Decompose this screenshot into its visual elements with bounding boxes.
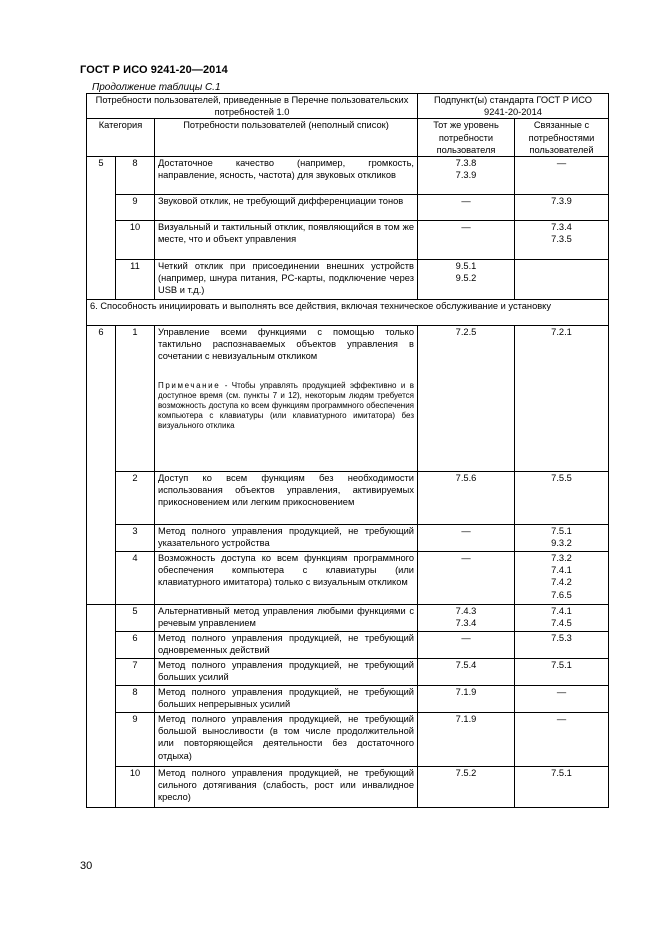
related-subclauses — [515, 221, 609, 260]
row-need-text — [155, 659, 418, 686]
need-description: Метод полного управления продукцией, не требующий больших усилий — [158, 660, 414, 683]
related-subclauses-value: 7.4.1 — [551, 565, 572, 576]
table-row — [87, 472, 609, 525]
header-needs-partial: Потребности пользователей (неполный список) — [155, 119, 418, 157]
related-subclauses-value: 7.3.2 — [551, 553, 572, 564]
header-related: Связанные с потребностями пользователей — [515, 119, 609, 157]
related-subclauses — [515, 767, 609, 808]
row-number: 9 — [116, 713, 155, 767]
category-empty-cell — [87, 260, 116, 300]
need-description: Звуковой отклик, не требующий дифференциации тонов — [158, 196, 404, 207]
related-subclauses — [515, 525, 609, 552]
row-need-text — [155, 686, 418, 713]
row-number: 11 — [116, 260, 155, 300]
same-level-subclauses-value: 7.1.9 — [455, 687, 477, 698]
related-subclauses — [515, 605, 609, 632]
category-number: 6 — [87, 326, 116, 605]
same-level-subclauses-value: 7.5.6 — [455, 473, 477, 484]
same-level-subclauses — [418, 659, 515, 686]
category-number: 5 — [87, 157, 116, 195]
related-subclauses — [515, 195, 609, 221]
related-subclauses — [515, 157, 609, 195]
row-need-text — [155, 632, 418, 659]
row-need-text — [155, 525, 418, 552]
category-empty-cell — [87, 221, 116, 260]
row-number: 4 — [116, 552, 155, 605]
related-subclauses — [515, 326, 609, 472]
related-subclauses — [515, 686, 609, 713]
related-subclauses-value: 7.5.1 — [551, 768, 572, 779]
row-number: 2 — [116, 472, 155, 525]
same-level-subclauses-value: 9.5.1 — [455, 261, 477, 272]
need-description: Альтернативный метод управления любыми функциями с речевым управлением — [158, 606, 414, 629]
same-level-subclauses-value: 7.5.2 — [455, 768, 477, 779]
row-note — [158, 381, 414, 432]
same-level-subclauses — [418, 605, 515, 632]
need-description: Метод полного управления продукцией, не требующий большой выносливости (в том числе продолжительной или повторяющейся деятельности без достаточного отдыха) — [158, 714, 414, 761]
table-header-row-2 — [87, 119, 609, 157]
table-row — [87, 632, 609, 659]
note-text: - Чтобы управлять продукцией эффективно и в доступное время (см. пункты 7 и 12), некоторым людям требуется возможность доступа ко всем функциям программного обеспечения компьютера с клавиатуры (или клавиатурного имитатора) без визуального отклика — [158, 380, 414, 431]
same-level-subclauses — [418, 713, 515, 767]
need-description: Метод полного управления продукцией, не требующий сильного дотягивания (слабость, рост или инвалидное кресло) — [158, 768, 414, 803]
related-subclauses-value: 9.3.2 — [551, 538, 572, 549]
related-subclauses-value: 7.5.1 — [551, 660, 572, 671]
related-subclauses-value: — — [556, 158, 567, 169]
related-subclauses-value: 7.3.9 — [551, 196, 572, 207]
need-description: Доступ ко всем функциям без необходимости использования объектов управления, активируемых прикосновением или легким прикосновением — [158, 473, 414, 508]
table-row — [87, 767, 609, 808]
same-level-subclauses-value: 7.3.9 — [455, 170, 477, 181]
row-number: 9 — [116, 195, 155, 221]
row-need-text — [155, 221, 418, 260]
row-need-text — [155, 472, 418, 525]
section-title: 6. Способность инициировать и выполнять все действия, включая техническое обслуживание и установку — [87, 300, 609, 326]
same-level-subclauses-value: 7.4.3 — [455, 606, 477, 617]
row-number: 3 — [116, 525, 155, 552]
header-subclause-group: Подпункт(ы) стандарта ГОСТ Р ИСО 9241-20-2014 — [418, 94, 609, 119]
table-row — [87, 195, 609, 221]
same-level-subclauses-value: 7.3.4 — [455, 618, 477, 629]
same-level-subclauses — [418, 260, 515, 300]
related-subclauses — [515, 472, 609, 525]
related-subclauses-value: 7.4.5 — [551, 618, 572, 629]
related-subclauses-value: 7.5.3 — [551, 633, 572, 644]
table-row — [87, 525, 609, 552]
section-title-row — [87, 300, 609, 326]
table-row — [87, 659, 609, 686]
same-level-subclauses — [418, 326, 515, 472]
row-number: 10 — [116, 767, 155, 808]
related-subclauses-value: 7.5.1 — [551, 526, 572, 537]
same-level-subclauses-value: 7.2.5 — [455, 327, 477, 338]
row-need-text — [155, 605, 418, 632]
related-subclauses — [515, 632, 609, 659]
same-level-subclauses-value: — — [461, 526, 471, 537]
need-description: Метод полного управления продукцией, не требующий указательного устройства — [158, 526, 414, 549]
same-level-subclauses-value: — — [461, 553, 471, 564]
same-level-subclauses-value: 7.1.9 — [455, 714, 477, 725]
same-level-subclauses-value: — — [461, 196, 471, 207]
table-continuation-caption: Продолжение таблицы С.1 — [92, 82, 221, 93]
need-description: Метод полного управления продукцией, не требующий больших непрерывных усилий — [158, 687, 414, 710]
need-description: Четкий отклик при присоединении внешних устройств (например, шнура питания, PC-карты, подключение через USB и т.д.) — [158, 261, 414, 296]
table-row — [87, 260, 609, 300]
need-description: Возможность доступа ко всем функциям программного обеспечения компьютера с клавиатуры (или клавиатурного имитатора) только с визуальным откликом — [158, 553, 414, 588]
category-empty-cell — [87, 195, 116, 221]
requirements-table — [86, 93, 609, 808]
need-description: Визуальный и тактильный отклик, появляющийся в том же месте, что и объект управления — [158, 222, 414, 245]
related-subclauses — [515, 659, 609, 686]
need-description: Управление всеми функциями с помощью только тактильно распознаваемых объектов управления в сочетании с невизуальным откликом — [158, 327, 414, 362]
row-number: 7 — [116, 659, 155, 686]
row-number: 1 — [116, 326, 155, 472]
related-subclauses-value: 7.3.5 — [551, 234, 572, 245]
same-level-subclauses — [418, 632, 515, 659]
related-subclauses-value: 7.2.1 — [551, 327, 572, 338]
same-level-subclauses-value: 7.3.8 — [455, 158, 477, 169]
same-level-subclauses — [418, 767, 515, 808]
related-subclauses-value: 7.6.5 — [551, 589, 572, 600]
same-level-subclauses — [418, 686, 515, 713]
related-subclauses-value: 7.4.2 — [551, 577, 572, 588]
same-level-subclauses — [418, 157, 515, 195]
row-number: 8 — [116, 157, 155, 195]
need-description: Метод полного управления продукцией, не требующий одновременных действий — [158, 633, 414, 656]
related-subclauses — [515, 552, 609, 605]
related-subclauses — [515, 260, 609, 300]
table-row — [87, 713, 609, 767]
same-level-subclauses-value: 9.5.2 — [455, 273, 477, 284]
same-level-subclauses — [418, 472, 515, 525]
related-subclauses-value: 7.5.5 — [551, 473, 572, 484]
row-need-text — [155, 157, 418, 195]
related-subclauses-value: — — [556, 687, 567, 698]
table-row — [87, 157, 609, 195]
same-level-subclauses-value: 7.5.4 — [455, 660, 477, 671]
category-empty-cell — [87, 605, 116, 808]
same-level-subclauses — [418, 552, 515, 605]
row-number: 8 — [116, 686, 155, 713]
page-number: 30 — [80, 860, 93, 872]
related-subclauses-value: — — [556, 714, 567, 725]
same-level-subclauses-value: — — [461, 633, 471, 644]
row-need-text — [155, 552, 418, 605]
row-number: 5 — [116, 605, 155, 632]
table-row — [87, 686, 609, 713]
row-number: 6 — [116, 632, 155, 659]
same-level-subclauses-value: — — [461, 222, 471, 233]
table-row — [87, 326, 609, 472]
header-same-level: Тот же уровень потребности пользователя — [418, 119, 515, 157]
table-row — [87, 552, 609, 605]
row-need-text — [155, 260, 418, 300]
row-need-text — [155, 767, 418, 808]
note-label: Примечание — [158, 380, 221, 390]
related-subclauses — [515, 713, 609, 767]
row-need-text — [155, 326, 418, 472]
table-row — [87, 221, 609, 260]
row-number: 10 — [116, 221, 155, 260]
need-description: Достаточное качество (например, громкость, направление, ясность, частота) для звуковых откликов — [158, 158, 414, 181]
header-needs-group: Потребности пользователей, приведенные в Перечне пользовательских потребностей 1.0 — [87, 94, 418, 119]
row-need-text — [155, 713, 418, 767]
same-level-subclauses — [418, 195, 515, 221]
related-subclauses-value: 7.4.1 — [551, 606, 572, 617]
document-title: ГОСТ Р ИСО 9241-20—2014 — [80, 64, 228, 76]
related-subclauses-value: 7.3.4 — [551, 222, 572, 233]
row-need-text — [155, 195, 418, 221]
table-header-row-1 — [87, 94, 609, 119]
same-level-subclauses — [418, 525, 515, 552]
header-category: Категория — [87, 119, 155, 157]
table-row — [87, 605, 609, 632]
same-level-subclauses — [418, 221, 515, 260]
